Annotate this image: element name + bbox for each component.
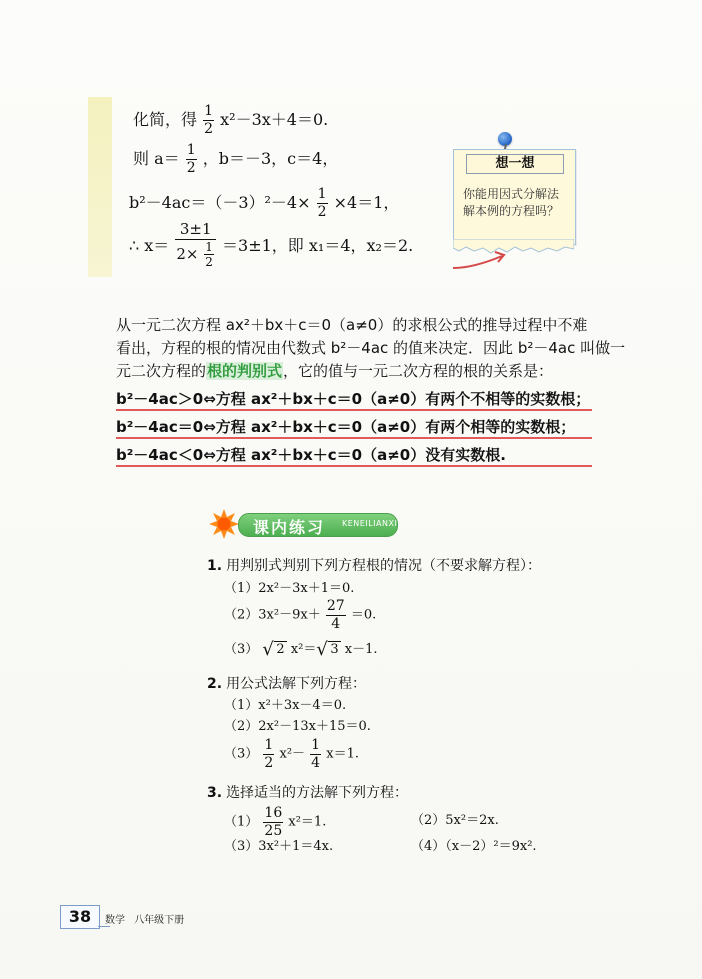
footer-subject: 数学 xyxy=(105,915,125,926)
question-1-item-2-num: 27 xyxy=(326,598,345,614)
question-3-item-4-label: （4） xyxy=(411,839,446,854)
question-1-item-3-label: （3） xyxy=(224,642,259,657)
sun-icon xyxy=(208,508,240,540)
question-2-item-2-text: 2x²－13x＋15＝0. xyxy=(258,719,371,734)
question-3-item-3-text: 3x²＋1＝4x. xyxy=(258,839,334,854)
sqrt-symbol-right xyxy=(316,642,340,657)
fraction-half-2-den: 2 xyxy=(186,159,196,176)
fraction-half-2-num: 1 xyxy=(186,142,196,158)
question-3-item-1-suffix: x²＝1. xyxy=(288,814,327,830)
question-1-item-2-den: 4 xyxy=(331,615,341,632)
fraction-half-2 xyxy=(186,143,197,175)
big-fraction-num: 3±1 xyxy=(179,220,212,238)
solution-line-4-suffix: ＝3±1，即 x₁＝4，x₂＝2. xyxy=(222,235,414,255)
nested-fraction-den: 2 xyxy=(205,255,213,270)
question-1-item-2-fraction xyxy=(326,599,346,631)
discriminant-term: 根的判别式 xyxy=(207,362,283,380)
fraction-half-1-num: 1 xyxy=(204,103,214,119)
question-2-item-3-fraction-2-num: 1 xyxy=(311,737,321,753)
solution-line-1 xyxy=(133,104,328,136)
question-3-item-3-label: （3） xyxy=(224,839,259,854)
question-3-item-4-text: （x－2）²＝9x². xyxy=(445,839,537,854)
question-1-number: 1. xyxy=(207,558,223,574)
question-2-item-3-fraction-1 xyxy=(263,738,274,770)
footer-book: 八年级下册 xyxy=(134,915,185,926)
nested-fraction xyxy=(204,241,214,269)
question-3-item-1-label: （1） xyxy=(224,814,259,830)
question-2-item-3-fraction-2 xyxy=(310,738,321,770)
paragraph-line-3-suffix: ，它的值与一元二次方程的根的关系是： xyxy=(283,362,554,380)
solution-line-3-suffix: ×4＝1， xyxy=(333,193,400,213)
page-number: 38 xyxy=(60,905,100,929)
question-3 xyxy=(207,782,408,802)
think-card xyxy=(453,149,576,245)
question-2-text: 用公式法解下列方程： xyxy=(226,676,367,692)
footer-book-label xyxy=(105,911,184,926)
question-1-item-1-label: （1） xyxy=(224,581,259,596)
footer-divider xyxy=(98,926,110,927)
practice-title: 课内练习 xyxy=(253,518,326,537)
fraction-half-1-den: 2 xyxy=(204,120,214,137)
paragraph-line-2: 看出，方程的根的情况由代数式 b²－4ac 的值来决定．因此 b²－4ac 叫做一 xyxy=(116,339,626,357)
question-1-item-3-suffix: x－1. xyxy=(340,642,378,657)
paragraph-line-1: 从一元二次方程 ax²＋bx＋c＝0（a≠0）的求根公式的推导过程中不难 xyxy=(116,316,588,334)
question-3-item-4 xyxy=(411,835,537,854)
nested-fraction-num: 1 xyxy=(205,239,213,254)
big-fraction-den-prefix: 2× xyxy=(176,244,199,263)
big-fraction xyxy=(175,222,216,269)
solution-line-1-suffix: x²－3x＋4＝0. xyxy=(220,110,329,130)
question-1-item-1-text: 2x²－3x＋1＝0. xyxy=(258,581,355,596)
question-2-item-1-label: （1） xyxy=(224,698,259,713)
question-2 xyxy=(207,673,366,693)
paragraph-line-3-prefix: 元二次方程的 xyxy=(116,362,207,380)
fraction-half-3-den: 2 xyxy=(317,203,327,220)
question-1-item-2-suffix: ＝0. xyxy=(350,607,377,623)
question-2-item-3-mid: x²－ xyxy=(279,746,306,762)
solution-line-3 xyxy=(129,187,399,219)
practice-badge xyxy=(204,508,412,540)
question-3-item-1-den: 25 xyxy=(264,822,283,839)
question-3-item-2-text: 5x²＝2x. xyxy=(445,813,499,828)
question-3-item-3 xyxy=(224,835,333,854)
sqrt-symbol-left xyxy=(262,642,286,657)
question-2-item-3-fraction-1-den: 2 xyxy=(264,754,274,771)
question-2-item-2-label: （2） xyxy=(224,719,259,734)
solution-line-4-prefix: ∴ x＝ xyxy=(129,235,170,255)
question-2-item-3-fraction-2-den: 4 xyxy=(311,754,321,771)
red-arrow-icon xyxy=(448,237,508,273)
question-3-item-1-num: 16 xyxy=(264,805,283,821)
question-1-item-2-label: （2） xyxy=(224,607,259,623)
question-1 xyxy=(207,555,541,575)
rule-positive-underline xyxy=(116,409,592,411)
question-1-text: 用判别式判别下列方程根的情况（不要求解方程）： xyxy=(226,558,542,574)
question-2-item-3-suffix: x＝1. xyxy=(326,746,359,762)
question-3-item-1-fraction xyxy=(263,806,283,838)
rule-zero-underline xyxy=(116,437,592,439)
question-3-item-2-label: （2） xyxy=(411,813,446,828)
question-1-item-1 xyxy=(224,577,354,596)
solution-line-2-prefix: 则 a＝ xyxy=(133,149,180,169)
question-2-item-3-label: （3） xyxy=(224,746,259,762)
question-2-item-1-text: x²＋3x－4＝0. xyxy=(258,698,347,713)
think-card-title: 想一想 xyxy=(466,154,564,174)
solution-line-3-prefix: b²－4ac＝（－3）²－4× xyxy=(129,193,311,213)
big-fraction-den xyxy=(175,241,216,269)
rule-zero: b²－4ac＝0⇔方程 ax²＋bx＋c＝0（a≠0）有两个相等的实数根； xyxy=(116,418,576,436)
practice-title-pill xyxy=(238,513,398,537)
question-3-number: 3. xyxy=(207,785,223,801)
question-2-item-1 xyxy=(224,694,346,713)
question-2-item-3 xyxy=(224,738,359,770)
question-3-text: 选择适当的方法解下列方程： xyxy=(226,785,409,801)
question-3-item-2 xyxy=(411,809,499,828)
question-1-item-2 xyxy=(224,599,376,631)
question-2-number: 2. xyxy=(207,676,223,692)
rule-positive: b²－4ac＞0⇔方程 ax²＋bx＋c＝0（a≠0）有两个不相等的实数根； xyxy=(116,390,591,408)
practice-subtitle: KENEILIANXI xyxy=(342,519,398,528)
fraction-half-3 xyxy=(317,187,328,219)
fraction-half-3-num: 1 xyxy=(317,186,327,202)
sqrt-left-value: 2 xyxy=(276,642,285,657)
think-card-body: 你能用因式分解法解本例的方程吗？ xyxy=(463,187,560,219)
fraction-half-1 xyxy=(203,104,214,136)
question-2-item-3-fraction-1-num: 1 xyxy=(264,737,274,753)
paragraph-line-3 xyxy=(116,360,616,383)
question-1-item-3-mid: x²＝ xyxy=(286,642,317,657)
solution-line-2 xyxy=(133,143,338,175)
rule-negative-underline xyxy=(116,465,592,467)
question-2-item-2 xyxy=(224,715,371,734)
solution-line-2-suffix: ，b＝－3，c＝4， xyxy=(202,149,339,169)
example-highlight-band xyxy=(88,97,112,277)
question-3-item-1 xyxy=(224,806,326,838)
solution-line-4 xyxy=(129,222,413,269)
sqrt-right-value: 3 xyxy=(330,642,339,657)
rule-negative: b²－4ac＜0⇔方程 ax²＋bx＋c＝0（a≠0）没有实数根. xyxy=(116,446,506,464)
question-1-item-3 xyxy=(224,638,378,657)
question-1-item-2-prefix: 3x²－9x＋ xyxy=(258,607,321,623)
solution-line-1-prefix: 化简，得 xyxy=(133,110,198,130)
